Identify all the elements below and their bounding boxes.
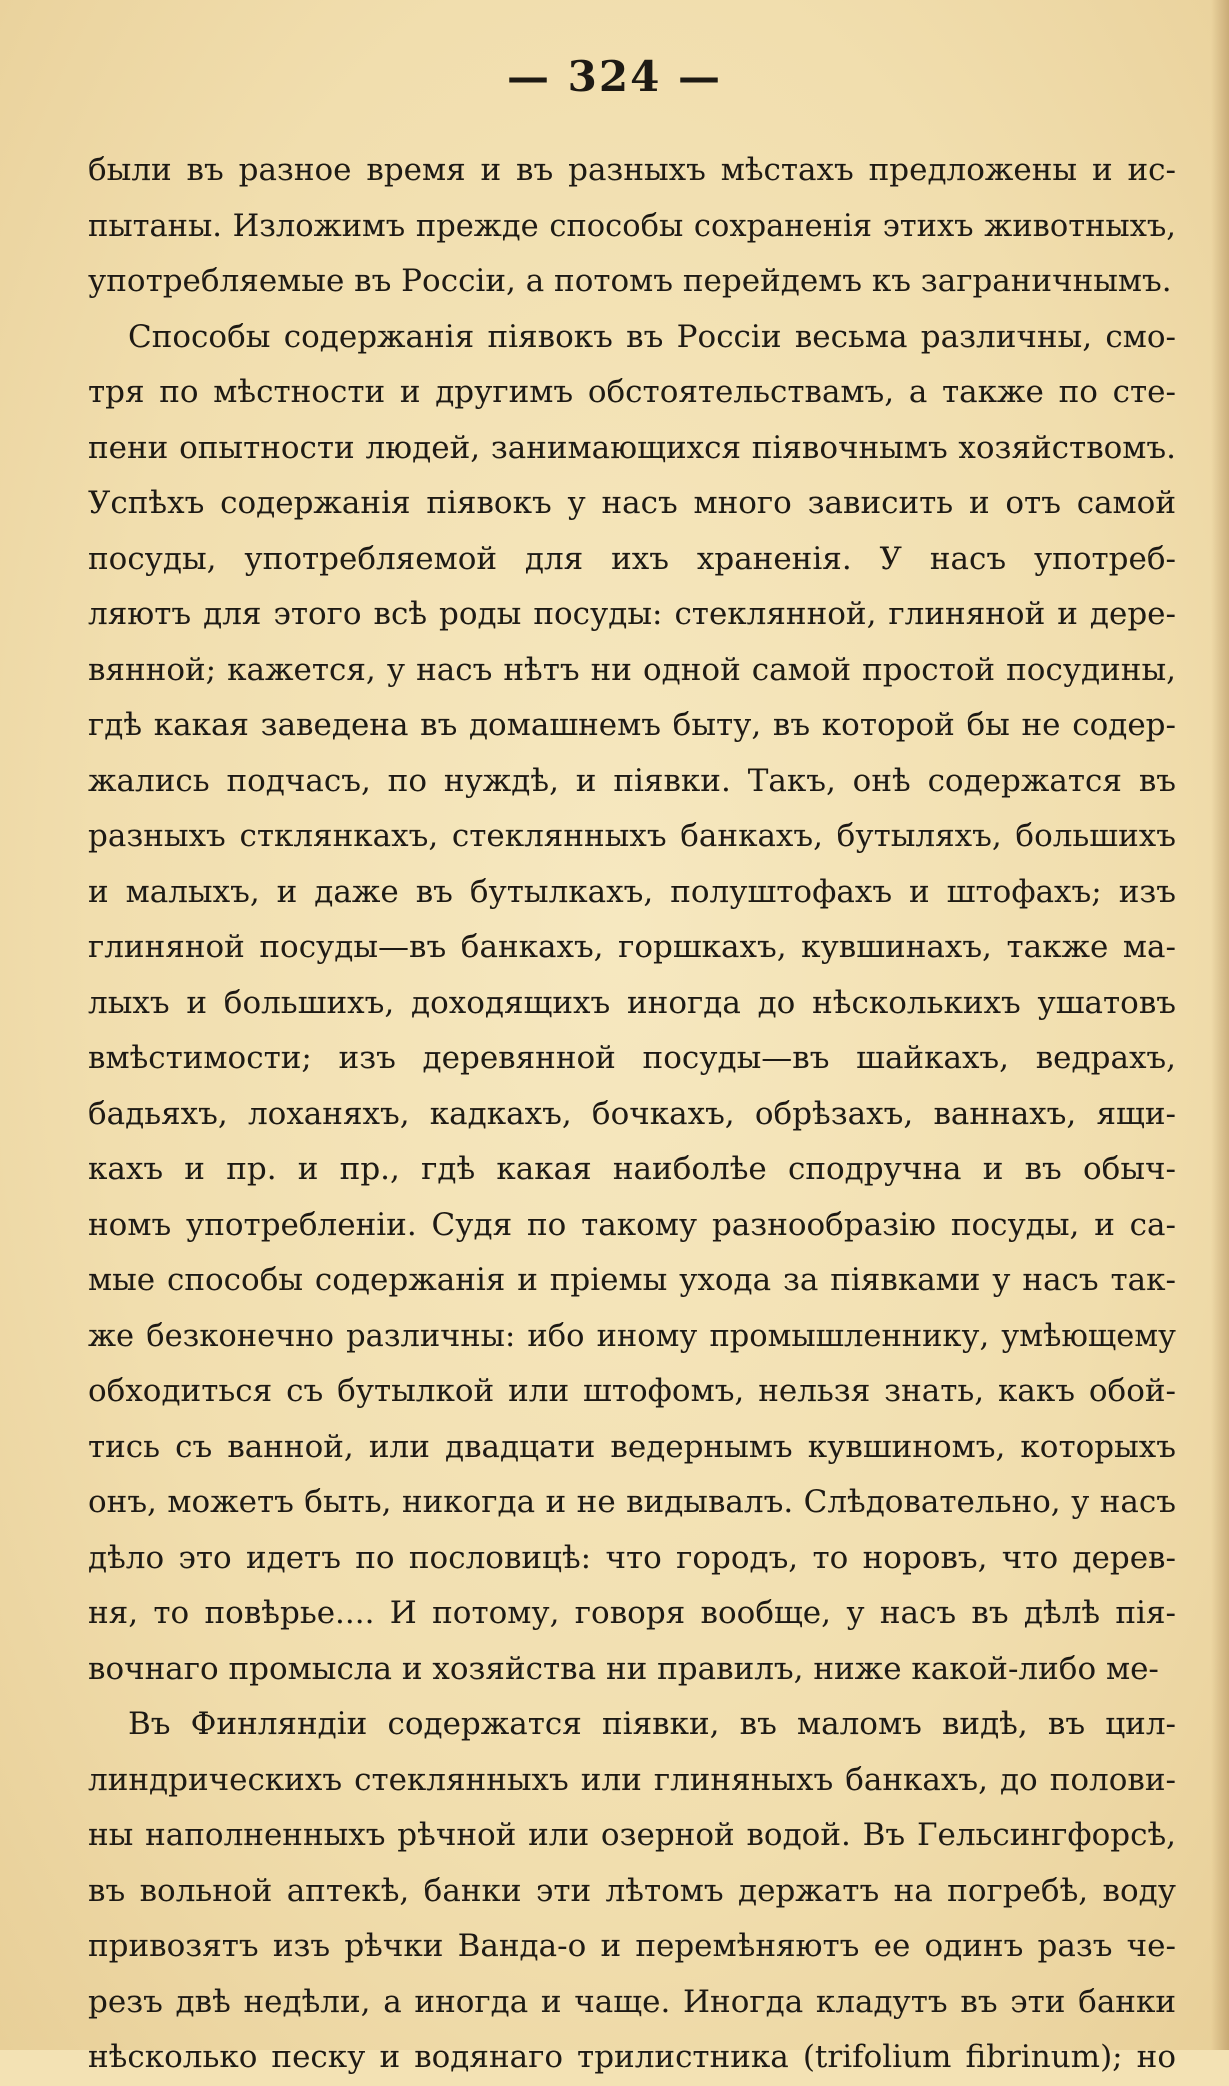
text-line: Способы содержанія піявокъ въ Россіи весьма различны, смо- bbox=[128, 318, 1176, 355]
text-line: вмѣстимости; изъ деревянной посуды—въ шайкахъ, ведрахъ, bbox=[88, 1040, 1176, 1076]
text-line: были въ разное время и въ разныхъ мѣстахъ предложены и ис- bbox=[88, 152, 1176, 188]
text-line: тись съ ванной, или двадцати ведернымъ кувшиномъ, которыхъ bbox=[88, 1428, 1176, 1465]
text-line: гдѣ какая заведена въ домашнемъ быту, въ которой бы не содер- bbox=[88, 707, 1176, 743]
text-line: глиняной посуды—въ банкахъ, горшкахъ, кувшинахъ, также ма- bbox=[88, 929, 1176, 965]
text-line: кахъ и пр. и пр., гдѣ какая наиболѣе сподручна и въ обыч- bbox=[88, 1151, 1176, 1187]
text-line: вянной; кажется, у насъ нѣтъ ни одной самой простой посудины, bbox=[88, 651, 1176, 688]
text-line: обходиться съ бутылкой или штофомъ, нельзя знать, какъ обой- bbox=[88, 1373, 1176, 1409]
text-line: номъ употребленіи. Судя по такому разнообразію посуды, и са- bbox=[88, 1206, 1176, 1243]
text-line: мые способы содержанія и пріемы ухода за піявками у насъ так- bbox=[88, 1262, 1176, 1298]
text-line: вочнаго промысла и хозяйства ни правилъ, ниже какой-либо ме- bbox=[88, 1650, 1159, 1687]
text-line: онъ, можетъ быть, никогда и не видывалъ. Слѣдовательно, у насъ bbox=[88, 1484, 1176, 1520]
page-edge-shadow bbox=[1211, 0, 1229, 2050]
text-line: нѣсколько песку и водянаго трилистника (trifolium fibrinum); но bbox=[88, 2039, 1176, 2075]
text-line: пытаны. Изложимъ прежде способы сохраненія этихъ животныхъ, bbox=[88, 208, 1176, 244]
text-line: Успѣхъ содержанія піявокъ у насъ много зависить и отъ самой bbox=[88, 485, 1176, 521]
text-line: же безконечно различны: ибо иному промышленнику, умѣющему bbox=[88, 1318, 1176, 1354]
text-line: пени опытности людей, занимающихся піявочнымъ хозяйствомъ. bbox=[88, 429, 1176, 466]
text-line: Въ Финляндіи содержатся піявки, въ маломъ видѣ, въ цил- bbox=[128, 1706, 1176, 1742]
text-line: употребляемые въ Россіи, а потомъ перейдемъ къ заграничнымъ. bbox=[88, 263, 1172, 299]
text-line: жались подчасъ, по нуждѣ, и піявки. Такъ, онѣ содержатся въ bbox=[88, 762, 1176, 799]
text-line: посуды, употребляемой для ихъ храненія. У насъ употреб- bbox=[88, 540, 1176, 577]
text-line: разныхъ стклянкахъ, стеклянныхъ банкахъ, бутыляхъ, большихъ bbox=[88, 818, 1176, 854]
text-line: тря по мѣстности и другимъ обстоятельствамъ, а также по сте- bbox=[88, 374, 1176, 410]
body-text bbox=[88, 143, 1176, 2086]
text-line: привозятъ изъ рѣчки Ванда-о и перемѣняютъ ее одинъ разъ че- bbox=[88, 1928, 1176, 1964]
text-line: ны наполненныхъ рѣчной или озерной водой. Въ Гельсингфорсѣ, bbox=[88, 1817, 1176, 1853]
text-line: въ вольной аптекѣ, банки эти лѣтомъ держатъ на погребѣ, воду bbox=[88, 1872, 1176, 1909]
text-line: дѣло это идетъ по пословицѣ: что городъ, то норовъ, что дерев- bbox=[88, 1539, 1176, 1576]
page-number: — 324 — bbox=[507, 52, 722, 101]
text-line: резъ двѣ недѣли, а иногда и чаще. Иногда кладутъ въ эти банки bbox=[88, 1983, 1176, 2020]
text-line: ляютъ для этого всѣ роды посуды: стеклянной, глиняной и дере- bbox=[88, 596, 1176, 632]
text-line: линдрическихъ стеклянныхъ или глиняныхъ банкахъ, до полови- bbox=[88, 1761, 1176, 1798]
text-line: и малыхъ, и даже въ бутылкахъ, полуштофахъ и штофахъ; изъ bbox=[88, 873, 1176, 910]
text-line: бадьяхъ, лоханяхъ, кадкахъ, бочкахъ, обрѣзахъ, ваннахъ, ящи- bbox=[88, 1095, 1176, 1132]
text-line: ня, то повѣрье.... И потому, говоря вообще, у насъ въ дѣлѣ пія- bbox=[88, 1595, 1176, 1631]
text-line: лыхъ и большихъ, доходящихъ иногда до нѣсколькихъ ушатовъ bbox=[88, 984, 1176, 1021]
